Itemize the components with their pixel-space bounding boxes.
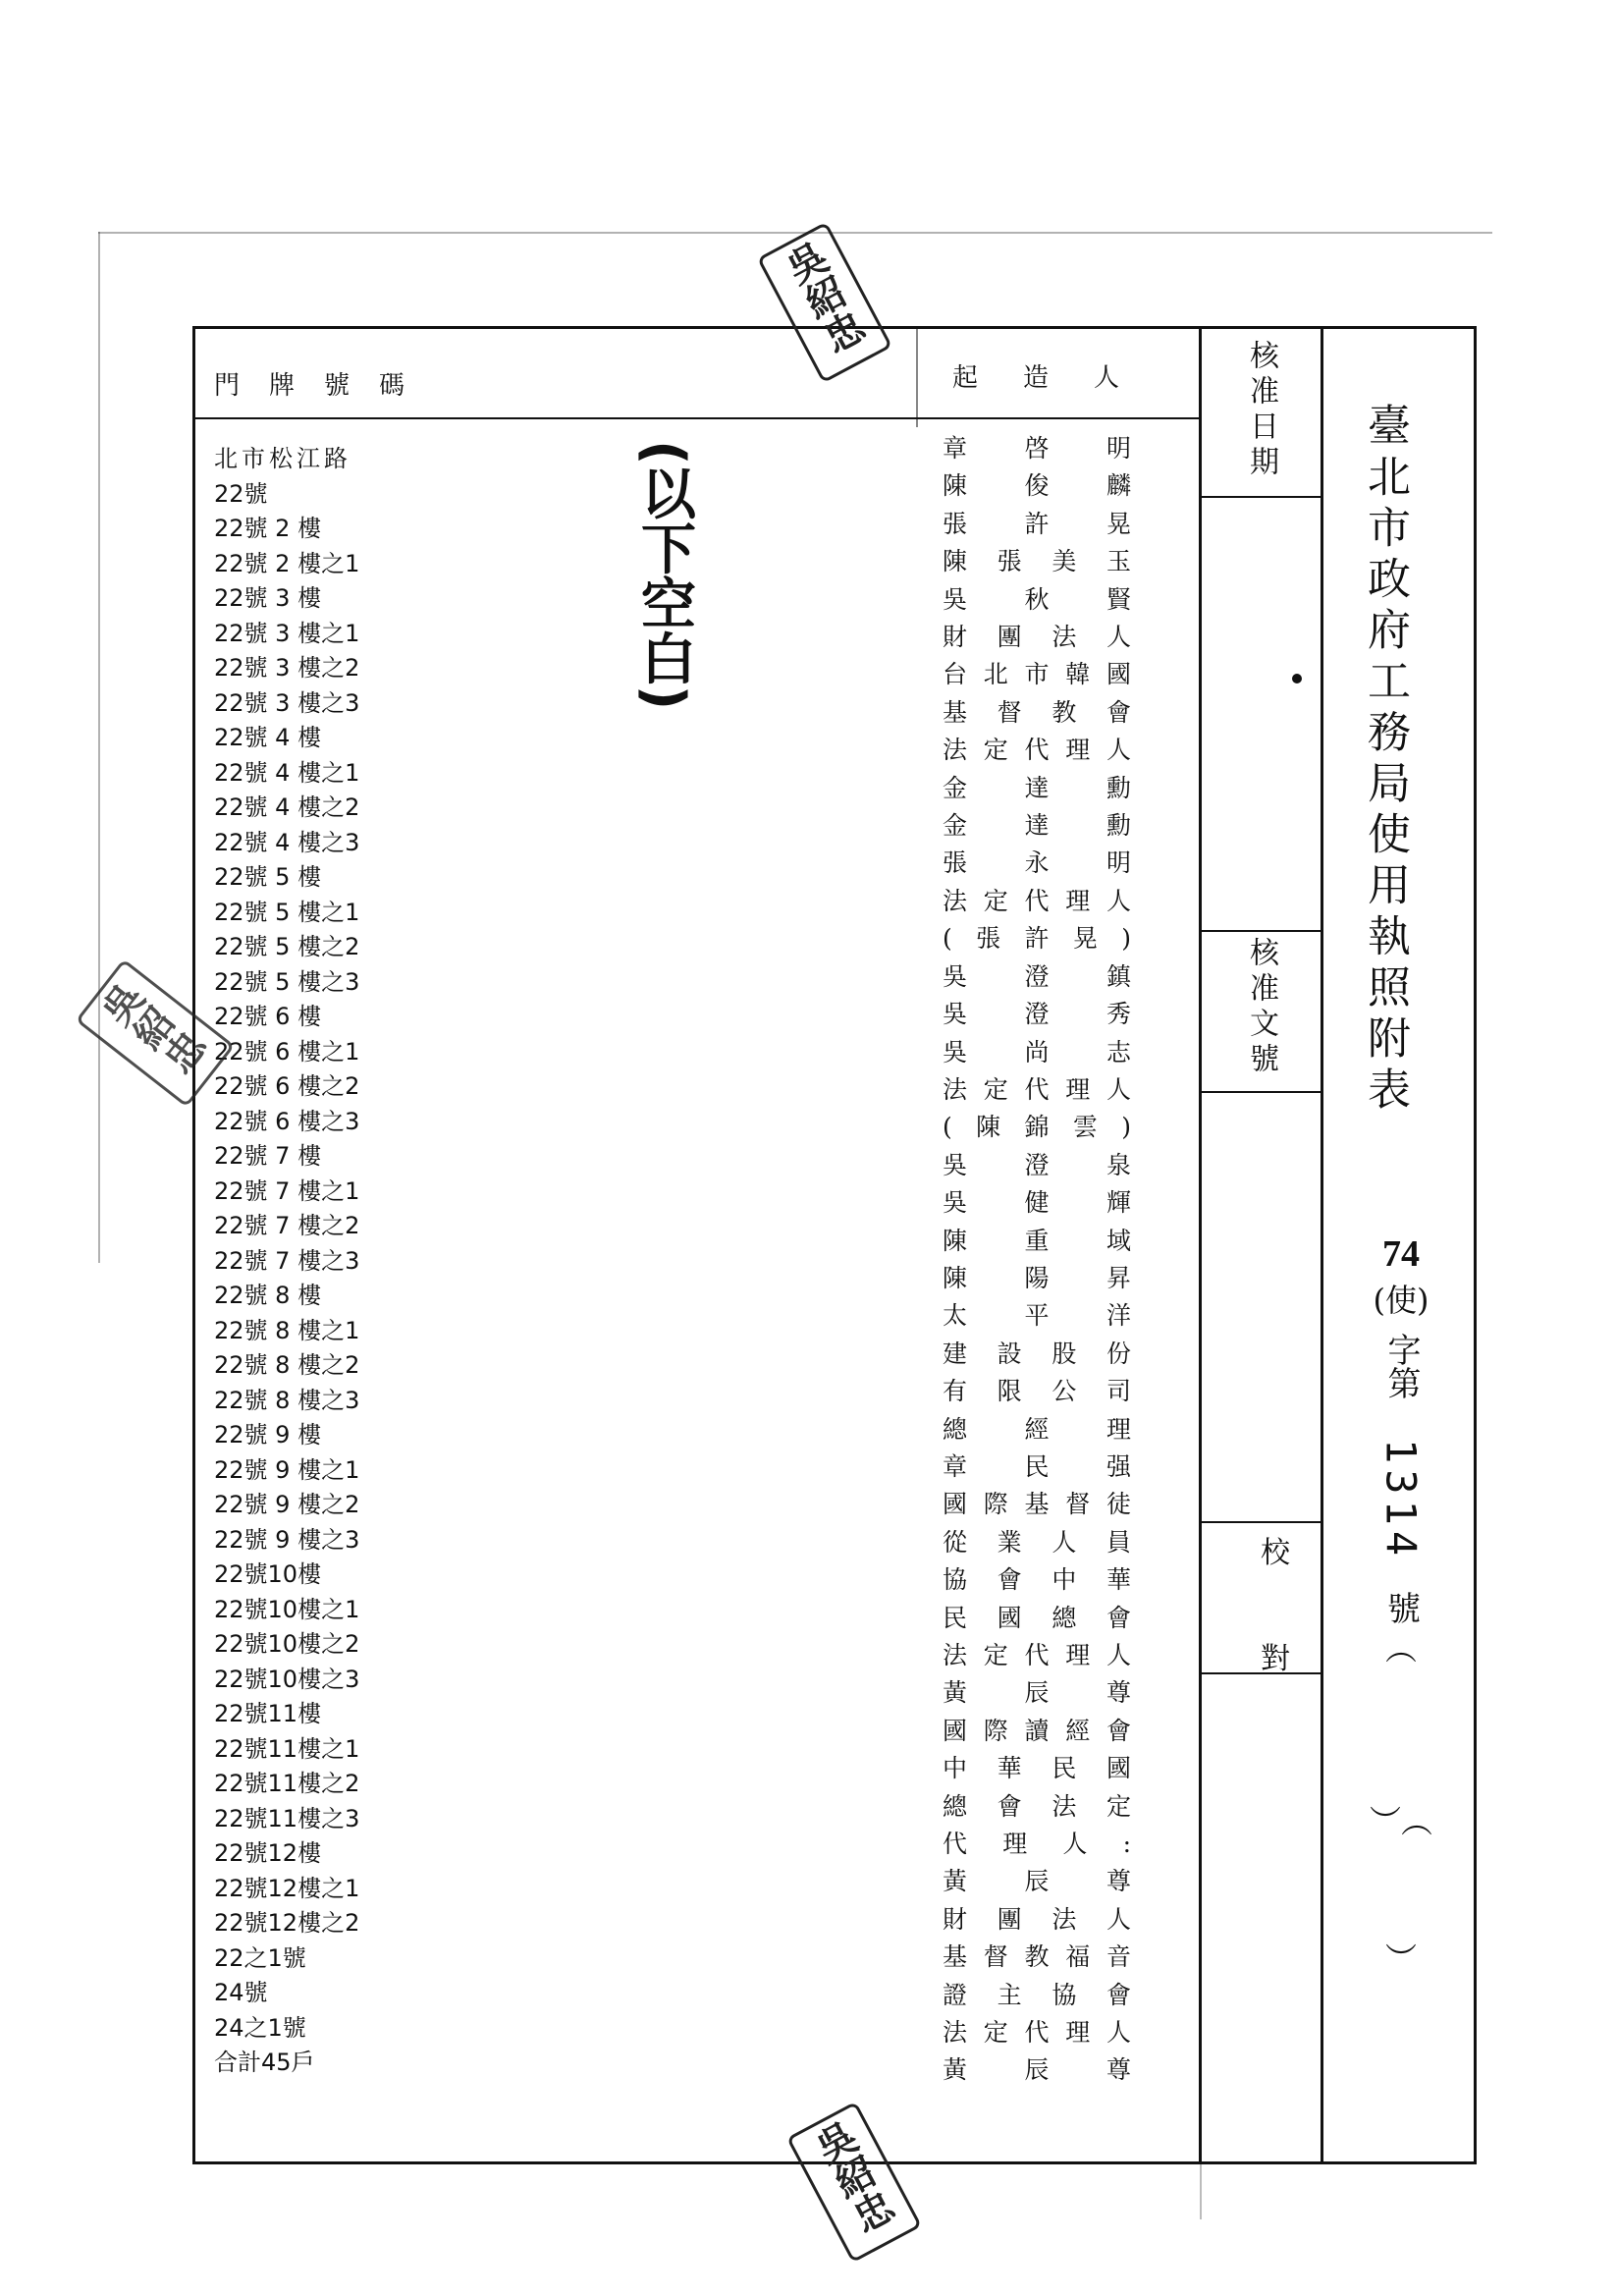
builder-char: 法 [943,1074,968,1104]
builder-char: 美 [1052,547,1077,576]
builder-char: 北 [983,660,1008,689]
builder-char: 志 [1106,1037,1131,1066]
builder-line [943,467,1131,505]
builder-char: 財 [943,1904,968,1934]
builder-char: 從 [943,1527,968,1557]
builder-char: 勳 [1106,773,1131,802]
builder-line [943,1826,1131,1863]
builder-char: 讀 [1024,1716,1050,1745]
builder-char: 尊 [1106,1678,1131,1708]
proofread-bottom [1199,1672,1321,1674]
builder-line [943,1109,1131,1146]
address-line: 22號 7 樓之2 [214,1212,360,1239]
builder-char: 許 [1024,509,1050,538]
builder-char: 理 [1106,1414,1131,1444]
address-line: 24號 [214,1979,268,2006]
address-line: 22號10樓之3 [214,1665,360,1693]
address-line: 22號 6 樓之1 [214,1037,360,1066]
builder-char: 雲 [1072,1113,1098,1142]
builder-char: 秋 [1024,584,1050,614]
builder-char: 錦 [1024,1113,1050,1142]
builder-char: 輝 [1106,1188,1131,1218]
builder-line [943,1297,1131,1335]
builder-char: 代 [1024,736,1050,765]
builder-line [943,920,1131,957]
address-line: 22號 4 樓 [214,724,322,751]
builder-char: 吳 [943,1000,968,1029]
proofread-label-1: 校 [1261,1536,1296,1570]
builder-char: ) [1121,1113,1131,1142]
builder-line [943,958,1131,996]
builder-char: 韓 [1065,660,1091,689]
builder-char: 晃 [1106,509,1131,538]
document-title: 臺北市政府工務局使用執照附表 [1360,403,1410,1118]
builder-char: 台 [943,660,968,689]
permit-paren-1: ︵ [1384,1630,1417,1668]
builder-char: 總 [943,1791,968,1821]
builder-char: 民 [1024,1451,1050,1481]
builder-char: 定 [983,736,1008,765]
builder-char: 理 [1065,886,1091,915]
builder-char: 定 [1106,1791,1131,1821]
address-line: 22之1號 [214,1943,306,1972]
builder-char: 理 [1065,2018,1091,2048]
builder-char: 理 [1065,736,1091,765]
builder-line [943,1449,1131,1486]
builder-char: 法 [1052,623,1077,652]
permit-no: 1314 [1376,1439,1426,1562]
permit-paren-2: ︶︵ [1369,1803,1432,1841]
builder-char: 域 [1106,1226,1131,1255]
builder-char: 張 [997,547,1022,576]
builder-char: 法 [1052,1904,1077,1934]
docno-box-bottom [1199,1091,1321,1093]
address-line: 22號11樓之1 [214,1734,360,1763]
builder-char: 團 [997,1904,1022,1934]
builder-char: 市 [1024,660,1050,689]
address-line: 22號 [214,479,268,508]
builder-char: 澄 [1024,1000,1050,1029]
builder-char: 基 [1024,1490,1050,1519]
builder-char: 法 [1052,1791,1077,1821]
proofread-top [1199,1521,1321,1523]
address-line: 22號 5 樓之1 [214,898,360,926]
builder-char: 許 [1024,924,1050,954]
permit-zidi: 字第 [1381,1333,1421,1399]
permit-year: 74 [1382,1233,1420,1275]
builder-char: 陳 [943,471,968,501]
address-line: 22號 4 樓之2 [214,793,360,821]
builder-header: 起造人 [952,363,1165,393]
builder-line [943,1147,1131,1184]
builder-line [943,732,1131,769]
builder-char: 章 [943,434,968,463]
builder-char: 泉 [1106,1150,1131,1179]
address-line: 22號11樓之3 [214,1804,360,1832]
builder-line [943,581,1131,619]
builder-char: 際 [983,1490,1008,1519]
builder-line [943,2014,1131,2051]
builder-line [943,1223,1131,1260]
builder-char: 張 [943,848,968,878]
address-line: 22號 9 樓之1 [214,1455,360,1484]
builder-line [943,996,1131,1033]
seal-text-bottom: 吳紹忠 [804,2114,901,2241]
address-line: 22號 6 樓之2 [214,1072,360,1100]
builder-line [943,883,1131,920]
builder-char: 基 [943,697,968,727]
builder-line [943,1939,1131,1976]
builder-char: 代 [1024,1641,1050,1669]
builder-char: 國 [1106,1754,1131,1783]
address-line: 22號 5 樓 [214,863,322,891]
builder-char: 協 [943,1565,968,1595]
address-line: 22號10樓 [214,1560,322,1588]
address-line: 22號 5 樓之3 [214,967,360,996]
blank-note-text: (以下空白) [632,440,696,711]
address-line: 22號 3 樓之3 [214,688,360,717]
scan-edge-top [98,232,1492,234]
address-line: 22號 9 樓之2 [214,1491,360,1518]
builder-char: 定 [983,1641,1008,1669]
addr-builder-divider [916,329,918,427]
builder-char: 人 [1062,1830,1088,1859]
builder-line [943,1373,1131,1410]
address-line: 22號11樓之2 [214,1770,360,1797]
builder-char: 基 [943,1942,968,1972]
builder-char: 明 [1106,434,1131,463]
address-line: 22號 8 樓之3 [214,1386,360,1414]
address-line: 22號 7 樓之3 [214,1246,360,1275]
builder-char: 國 [997,1603,1022,1632]
builder-char: 代 [1024,886,1050,915]
address-line: 22號 3 樓之2 [214,654,360,682]
address-line: 22號 9 樓 [214,1421,322,1449]
builder-line [943,1750,1131,1787]
permit-paren-3: ︶ [1384,1941,1417,1979]
builder-char: 代 [1024,2018,1050,2048]
builder-char: 際 [983,1716,1008,1745]
builder-char: 吳 [943,1037,968,1066]
builder-char: 澄 [1024,961,1050,991]
builder-line [943,1863,1131,1900]
builder-char: 音 [1106,1942,1131,1972]
builder-line [943,2051,1131,2089]
builder-char: 章 [943,1451,968,1481]
builder-line [943,807,1131,845]
builder-char: 經 [1024,1414,1050,1444]
builder-char: 總 [1052,1603,1077,1632]
builder-char: 黃 [943,1867,968,1896]
address-line: 22號 2 樓 [214,515,322,542]
builder-char: 定 [983,1074,1008,1104]
builder-char: ( [943,924,952,954]
builder-line [943,430,1131,467]
builder-char: 人 [1106,1641,1131,1669]
address-line: 22號 7 樓之1 [214,1176,360,1205]
builder-char: 華 [1106,1565,1131,1595]
builder-char: 辰 [1024,1867,1050,1896]
builder-char: 教 [1052,697,1077,727]
permit-hao: 號 [1380,1591,1421,1625]
builder-char: 協 [1052,1980,1077,2009]
builder-char: 證 [943,1980,968,2009]
address-line: 22號 3 樓之1 [214,619,360,647]
builder-char: 法 [943,1641,968,1669]
builder-char: 陳 [943,1263,968,1292]
builder-char: 人 [1106,886,1131,915]
builder-char: 張 [976,924,1001,954]
builder-char: 人 [1106,736,1131,765]
address-line: 22號10樓之1 [214,1595,360,1623]
builder-char: 國 [1106,660,1131,689]
address-line: 22號 5 樓之2 [214,933,360,960]
address-line: 22號12樓之1 [214,1874,360,1902]
builder-char: 俊 [1024,471,1050,501]
builder-line [943,1788,1131,1826]
builder-line [943,1184,1131,1222]
address-line: 24之1號 [214,2013,306,2042]
builder-char: 啓 [1024,434,1050,463]
builder-line [943,1071,1131,1109]
builder-line [943,1260,1131,1297]
builder-line [943,1977,1131,2014]
builder-char: 理 [1002,1830,1028,1859]
builder-char: 業 [997,1527,1022,1557]
builder-char: 設 [997,1339,1022,1368]
builder-char: 吳 [943,1188,968,1218]
builder-char: 督 [983,1942,1008,1972]
builder-line [943,1336,1131,1373]
seal-text-left: 吳紹忠 [90,975,213,1084]
builder-char: 永 [1024,848,1050,878]
builder-char: ( [943,1113,952,1142]
builder-char: 理 [1065,1641,1091,1669]
builder-char: 人 [1052,1527,1077,1557]
builder-char: 昇 [1106,1263,1131,1292]
builder-char: 會 [1106,1716,1131,1745]
builder-char: 麟 [1106,471,1131,501]
builder-line [943,506,1131,543]
builder-char: 陳 [943,547,968,576]
builder-char: 人 [1106,2018,1131,2048]
builder-char: 晃 [1072,924,1098,954]
builder-char: : [1122,1830,1131,1859]
builder-char: ) [1121,924,1131,954]
builder-char: 定 [983,886,1008,915]
builder-char: 法 [943,2018,968,2048]
builder-char: 賢 [1106,584,1131,614]
builder-char: 陳 [943,1226,968,1255]
address-line: 22號 4 樓之1 [214,758,360,787]
builder-char: 督 [997,697,1022,727]
builder-column-divider [1199,329,1202,2161]
builder-char: 主 [997,1980,1022,2009]
builder-line [943,1901,1131,1939]
builder-char: 團 [997,623,1022,652]
builder-char: 人 [1106,1074,1131,1104]
scan-edge-left [98,232,100,1263]
builder-char: 健 [1024,1188,1050,1218]
date-box-bottom [1199,930,1321,932]
builder-char: 尊 [1106,1867,1131,1896]
builder-char: 鎮 [1106,961,1131,991]
builder-char: 强 [1106,1451,1131,1481]
builder-char: 陽 [1024,1263,1050,1292]
builder-char: 民 [943,1603,968,1632]
door-number-header: 門牌號碼 [214,371,435,401]
address-line: 22號12樓之2 [214,1909,360,1937]
header-divider [195,417,1199,419]
builder-char: 金 [943,811,968,841]
permit-type: (使) [1373,1282,1429,1319]
builder-line [943,1637,1131,1674]
approval-date-label: 核准日期 [1244,340,1278,481]
builder-char: 督 [1065,1490,1091,1519]
builder-char: 人 [1106,623,1131,652]
builder-char: 總 [943,1414,968,1444]
builder-list [943,430,1131,2090]
builder-char: 達 [1024,811,1050,841]
builder-char: 重 [1024,1226,1050,1255]
builder-line [943,1486,1131,1523]
builder-char: 玉 [1106,547,1131,576]
builder-char: 人 [1106,1904,1131,1934]
address-line: 合計45戶 [214,2049,315,2076]
address-line: 22號 9 樓之3 [214,1525,360,1554]
builder-line [943,1674,1131,1712]
address-line: 22號 8 樓之1 [214,1316,360,1344]
builder-line [943,1034,1131,1071]
builder-char: 澄 [1024,1150,1050,1179]
builder-char: 建 [943,1339,968,1368]
builder-char: 金 [943,773,968,802]
address-list [214,442,666,2081]
builder-char: 中 [943,1754,968,1783]
builder-line [943,1411,1131,1449]
builder-char: 有 [943,1377,968,1406]
builder-char: 會 [1106,1603,1131,1632]
builder-char: 平 [1024,1301,1050,1331]
builder-line [943,1524,1131,1561]
builder-char: 國 [943,1490,968,1519]
builder-char: 陳 [976,1113,1001,1142]
date-box-divider [1199,496,1321,498]
builder-char: 太 [943,1301,968,1331]
builder-char: 會 [997,1791,1022,1821]
address-line: 22號 8 樓 [214,1282,322,1309]
builder-char: 吳 [943,584,968,614]
mark-dot [1292,674,1302,683]
seal-text-top: 吳紹忠 [775,235,872,361]
builder-char: 勳 [1106,811,1131,841]
address-line: 22號 3 樓 [214,584,322,612]
address-line: 22號 6 樓之3 [214,1107,360,1135]
builder-char: 股 [1052,1339,1077,1368]
builder-char: 國 [943,1716,968,1745]
proofread-label-2: 對 [1261,1642,1296,1676]
builder-line [943,845,1131,882]
builder-char: 公 [1052,1377,1077,1406]
builder-line [943,1713,1131,1750]
builder-char: 理 [1065,1074,1091,1104]
address-line: 22號11樓 [214,1700,322,1727]
builder-line [943,656,1131,693]
builder-char: 黃 [943,2055,968,2085]
builder-char: 辰 [1024,1678,1050,1708]
builder-char: 司 [1106,1377,1131,1406]
builder-char: 民 [1052,1754,1077,1783]
builder-char: 洋 [1106,1301,1131,1331]
builder-char: 代 [1024,1074,1050,1104]
permit-number [1357,1232,1445,1980]
builder-char: 尚 [1024,1037,1050,1066]
builder-char: 定 [983,2018,1008,2048]
builder-char: 份 [1106,1339,1131,1368]
address-line: 22號 7 樓 [214,1142,322,1170]
builder-char: 吳 [943,1150,968,1179]
builder-line [943,1561,1131,1599]
address-line: 22號 8 樓之2 [214,1351,360,1379]
builder-char: 員 [1106,1527,1131,1557]
builder-char: 福 [1065,1942,1091,1972]
address-line: 22號 2 樓之1 [214,549,360,577]
builder-char: 經 [1065,1716,1091,1745]
address-line: 22號 6 樓 [214,1003,322,1030]
builder-char: 張 [943,509,968,538]
builder-line [943,543,1131,580]
builder-char: 會 [1106,1980,1131,2009]
builder-char: 徒 [1106,1490,1131,1519]
address-line: 22號 4 樓之3 [214,828,360,856]
builder-char: 財 [943,623,968,652]
builder-line [943,1600,1131,1637]
address-line: 22號10樓之2 [214,1630,360,1658]
builder-char: 秀 [1106,1000,1131,1029]
builder-line [943,770,1131,807]
builder-line [943,619,1131,656]
builder-line [943,694,1131,732]
builder-char: 尊 [1106,2055,1131,2085]
builder-char: 辰 [1024,2055,1050,2085]
builder-char: 代 [943,1830,968,1859]
builder-char: 法 [943,736,968,765]
builder-char: 吳 [943,961,968,991]
address-line: 北市松江路 [214,445,351,472]
builder-char: 黃 [943,1678,968,1708]
builder-char: 明 [1106,848,1131,878]
builder-char: 華 [997,1754,1022,1783]
builder-char: 會 [1106,697,1131,727]
builder-char: 達 [1024,773,1050,802]
builder-char: 教 [1024,1942,1050,1972]
builder-char: 會 [997,1565,1022,1595]
title-column-divider [1321,329,1323,2161]
builder-char: 法 [943,886,968,915]
builder-char: 限 [997,1377,1022,1406]
builder-char: 中 [1052,1565,1077,1595]
approval-docno-label: 核准文號 [1244,937,1278,1078]
address-line: 22號12樓 [214,1839,322,1867]
